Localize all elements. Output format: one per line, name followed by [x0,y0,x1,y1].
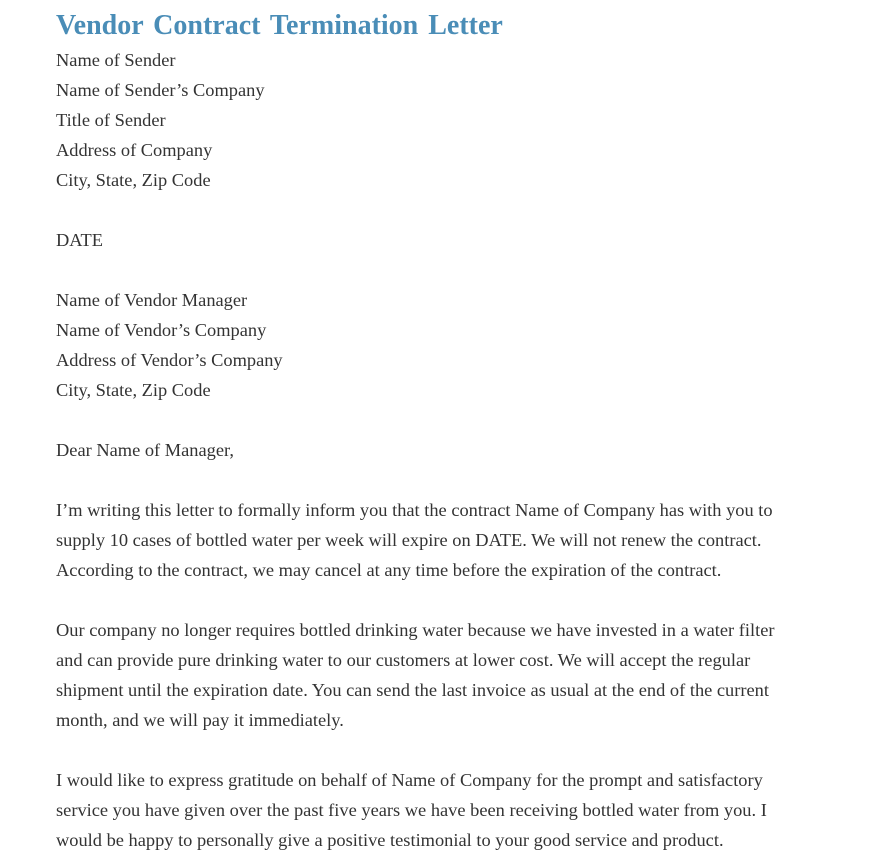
spacer [56,405,862,435]
spacer [56,195,862,225]
paragraph-3 [56,765,862,855]
sender-address: Address of Company [56,140,213,160]
spacer [56,465,862,495]
paragraph-line: supply 10 cases of bottled water per week will expire on DATE. We will not renew the contract. [56,530,762,550]
paragraph-line: and can provide pure drinking water to our customers at lower cost. We will accept the regular [56,650,751,670]
spacer [56,255,862,285]
letter-title: Vendor Contract Termination Letter [56,10,503,41]
spacer [56,585,862,615]
sender-city-state-zip: City, State, Zip Code [56,170,211,190]
paragraph-line: I would like to express gratitude on behalf of Name of Company for the prompt and satisfactory [56,770,763,790]
recipient-name: Name of Vendor Manager [56,290,248,310]
salutation: Dear Name of Manager, [56,440,234,460]
paragraph-line: shipment until the expiration date. You can send the last invoice as usual at the end of the current [56,680,769,700]
sender-block [56,45,862,195]
recipient-city-state-zip: City, State, Zip Code [56,380,211,400]
paragraph-line: I’m writing this letter to formally inform you that the contract Name of Company has with you to [56,500,773,520]
letter-date: DATE [56,230,103,250]
recipient-company: Name of Vendor’s Company [56,320,267,340]
recipient-block [56,285,862,405]
sender-company: Name of Sender’s Company [56,80,265,100]
sender-name: Name of Sender [56,50,176,70]
paragraph-1 [56,495,862,585]
paragraph-line: Our company no longer requires bottled drinking water because we have invested in a water filter [56,620,775,640]
paragraph-line: month, and we will pay it immediately. [56,710,344,730]
paragraph-line: According to the contract, we may cancel at any time before the expiration of the contract. [56,560,722,580]
sender-title: Title of Sender [56,110,166,130]
paragraph-line: service you have given over the past five years we have been receiving bottled water from you. I [56,800,767,820]
spacer [56,735,862,765]
paragraph-2 [56,615,862,735]
recipient-address: Address of Vendor’s Company [56,350,283,370]
paragraph-line: would be happy to personally give a positive testimonial to your good service and product. [56,830,724,850]
